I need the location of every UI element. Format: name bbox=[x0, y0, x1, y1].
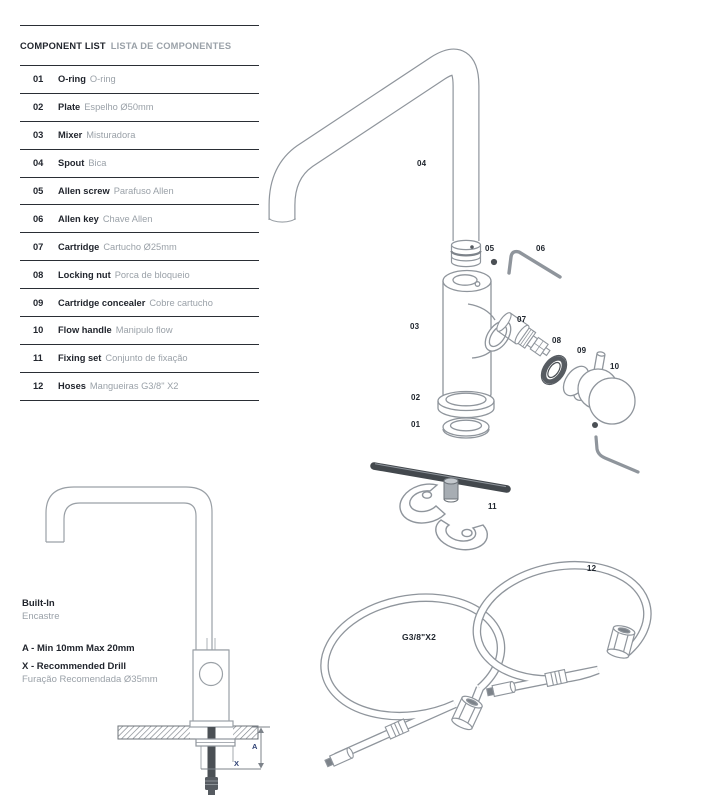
component-name-pt: Cobre cartucho bbox=[149, 297, 213, 308]
component-row-06 bbox=[20, 205, 259, 233]
component-name-pt: Mangueiras G3/8" X2 bbox=[89, 381, 179, 392]
component-number: 10 bbox=[33, 325, 44, 336]
component-row-01 bbox=[20, 66, 259, 94]
hose-size-label: G3/8"X2 bbox=[402, 632, 437, 642]
part-label-07: 07 bbox=[517, 315, 527, 324]
built-in-side-view-drawing bbox=[46, 487, 258, 795]
built-in-title: Built-In bbox=[22, 598, 55, 609]
component-name-en: Plate bbox=[58, 102, 81, 113]
plate-02-drawing bbox=[438, 392, 494, 418]
component-name-pt: Cartucho Ø25mm bbox=[103, 241, 177, 252]
built-in-subtitle: Encastre bbox=[22, 611, 60, 622]
component-name-en: Allen key bbox=[58, 213, 99, 224]
component-list-title-pt: LISTA DE COMPONENTES bbox=[110, 40, 232, 51]
component-name-pt: Manipulo flow bbox=[115, 325, 173, 336]
component-name-en: Allen screw bbox=[58, 186, 110, 196]
component-number: 07 bbox=[33, 241, 44, 252]
part-label-06: 06 bbox=[536, 244, 546, 253]
component-name-pt: Conjunto de fixação bbox=[105, 353, 188, 364]
dimension-a-label: A bbox=[252, 742, 258, 751]
component-name-pt: Chave Allen bbox=[102, 213, 153, 224]
dimension-x-label: X bbox=[234, 759, 240, 768]
component-row-02 bbox=[20, 94, 259, 122]
component-name-pt: Misturadora bbox=[86, 130, 136, 141]
component-name-en: Fixing set bbox=[58, 353, 102, 364]
component-number: 02 bbox=[33, 102, 44, 113]
component-number: 01 bbox=[33, 74, 44, 85]
part-label-05: 05 bbox=[485, 244, 495, 253]
component-name-en: Cartridge bbox=[58, 241, 100, 252]
handle-screw-and-key-drawing bbox=[592, 422, 638, 472]
part-label-09: 09 bbox=[577, 346, 587, 355]
component-name-en: Cartridge concealer bbox=[58, 297, 146, 308]
component-row-07 bbox=[20, 233, 259, 261]
component-row-10 bbox=[20, 317, 259, 345]
part-label-08: 08 bbox=[552, 336, 562, 345]
component-name-pt: O-ring bbox=[89, 74, 116, 85]
component-name-pt: Bica bbox=[88, 158, 107, 169]
allen-key-06-drawing bbox=[509, 252, 560, 277]
component-number: 12 bbox=[33, 381, 44, 392]
component-row-03 bbox=[20, 122, 259, 150]
flow-handle-10-drawing bbox=[578, 351, 635, 424]
dimension-a-note: A - Min 10mm Max 20mm bbox=[22, 643, 135, 654]
component-number: 04 bbox=[33, 158, 44, 169]
allen-screw-05-drawing bbox=[491, 259, 497, 265]
component-list-title-en: COMPONENT LIST bbox=[20, 40, 106, 51]
component-number: 08 bbox=[33, 269, 44, 280]
component-name-en: O-ring bbox=[58, 74, 86, 85]
component-row-08 bbox=[20, 261, 259, 289]
component-list-header bbox=[20, 25, 259, 66]
component-name-en: Mixer bbox=[58, 130, 83, 141]
component-number: 06 bbox=[33, 213, 44, 224]
hoses-12-drawing bbox=[324, 565, 647, 768]
component-number: 11 bbox=[33, 353, 43, 364]
component-row-04 bbox=[20, 150, 259, 178]
component-name-en: Locking nut bbox=[58, 269, 111, 280]
component-row-11 bbox=[20, 345, 259, 373]
oring-01-drawing bbox=[443, 418, 489, 438]
part-label-12: 12 bbox=[587, 564, 597, 573]
component-row-09 bbox=[20, 289, 259, 317]
component-name-en: Hoses bbox=[58, 381, 86, 392]
part-label-02: 02 bbox=[411, 393, 421, 402]
component-number: 03 bbox=[33, 130, 44, 141]
spout-drawing bbox=[269, 62, 466, 241]
component-name-pt: Porca de bloqueio bbox=[114, 269, 190, 280]
part-label-11: 11 bbox=[488, 502, 497, 511]
part-label-10: 10 bbox=[610, 362, 620, 371]
component-number: 05 bbox=[33, 186, 44, 196]
spout-connector-rings-drawing bbox=[452, 240, 481, 266]
dimension-x-note: X - Recommended Drill bbox=[22, 661, 126, 672]
component-name-pt: Parafuso Allen bbox=[113, 186, 174, 196]
component-row-05 bbox=[20, 178, 259, 206]
component-name-pt: Espelho Ø50mm bbox=[84, 102, 154, 113]
component-name-en: Spout bbox=[58, 158, 85, 169]
component-name-en: Flow handle bbox=[58, 325, 112, 336]
component-list bbox=[20, 25, 259, 401]
component-row-12 bbox=[20, 373, 259, 401]
part-label-03: 03 bbox=[410, 322, 420, 331]
dimension-x-note-pt: Furação Recomendada Ø35mm bbox=[22, 674, 158, 685]
part-label-01: 01 bbox=[411, 420, 421, 429]
component-number: 09 bbox=[33, 297, 44, 308]
part-label-04: 04 bbox=[417, 159, 427, 168]
